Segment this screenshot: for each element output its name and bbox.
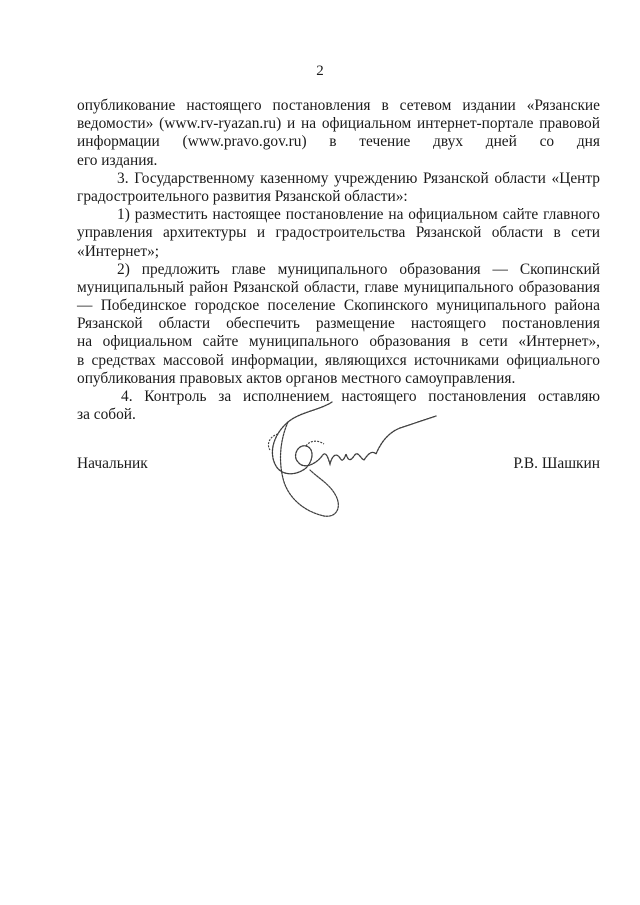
signature-block <box>0 400 640 520</box>
text-line: ведомости» (www.rv-ryazan.ru) и на официальном интернет-портале правовой <box>77 115 600 133</box>
text-line: Рязанской области обеспечить размещение настоящего постановления <box>77 315 600 333</box>
text-line: муниципальный район Рязанской области, главе муниципального образования <box>77 278 600 296</box>
text-line: «Интернет»; <box>77 242 160 260</box>
text-line: на официальном сайте муниципального образования в сети «Интернет», <box>77 333 600 351</box>
text-line: его издания. <box>77 151 158 169</box>
page-number: 2 <box>316 63 324 79</box>
text-line: опубликования правовых актов органов местного самоуправления. <box>77 369 516 387</box>
text-line: 3. Государственному казенному учреждению Рязанской области «Центр <box>117 169 600 187</box>
document-body <box>77 97 600 424</box>
text-line: информации (www.pravo.gov.ru) в течение двух дней со дня <box>77 133 600 151</box>
text-line: 4. Контроль за исполнением настоящего постановления оставляю <box>121 388 600 405</box>
text-line: градостроительного развития Рязанской области»: <box>77 187 408 205</box>
text-line: — Побединское городское поселение Скопинского муниципального района <box>77 297 600 315</box>
text-line: опубликование настоящего постановления в сетевом издании «Рязанские <box>77 97 600 114</box>
text-line: управления архитектуры и градостроительства Рязанской области в сети <box>77 224 600 242</box>
signer-name: Р.В. Шашкин <box>513 455 600 472</box>
text-line: за собой. <box>77 406 136 424</box>
signer-position: Начальник <box>77 455 148 472</box>
text-line: 1) разместить настоящее постановление на официальном сайте главного <box>117 206 600 224</box>
handwritten-signature <box>240 400 450 520</box>
text-line: 2) предложить главе муниципального образования — Скопинский <box>117 260 600 278</box>
text-line: в средствах массовой информации, являющихся источниками официального <box>77 351 600 369</box>
